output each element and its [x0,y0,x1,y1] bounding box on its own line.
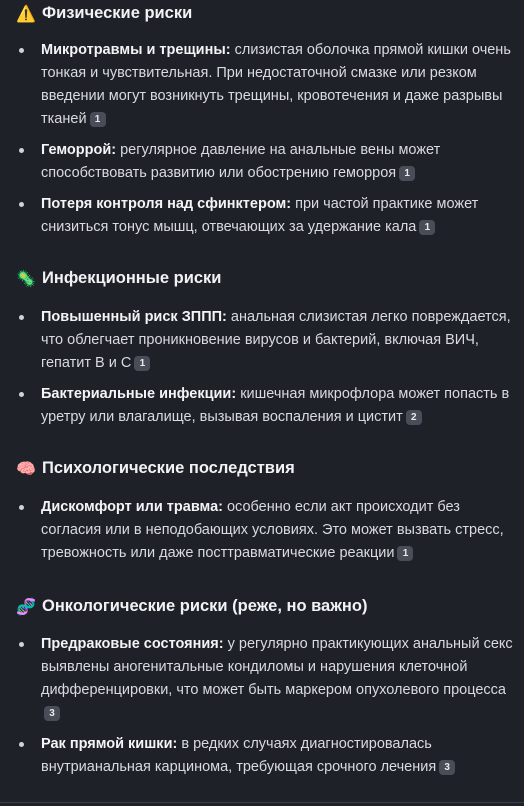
item-text: при частой практике может снизиться тонус мышц, отвечающих за удержание кала [41,196,479,235]
item-text: кишечная микрофлора может попасть в уретру или влагалище, вызывая воспаления и цистит [41,386,510,425]
item-term: Бактериальные инфекции: [41,386,237,402]
section-heading-infection [16,266,221,290]
list-item [16,733,516,779]
item-text: у регулярно практикующих анальный секс выявлены аногенитальные кондиломы и нарушения клеточной дифференцировки, что может быть маркером опухолевого процесса [41,636,513,698]
list-item [16,496,516,565]
warning-icon: ⚠️ [16,3,36,23]
section-heading-physical [16,1,192,25]
infection-risks-list [16,306,516,429]
item-term: Дискомфорт или травма: [41,499,223,515]
item-term: Рак прямой кишки: [41,736,178,752]
list-item [16,633,516,725]
list-item [16,383,516,429]
citation-badge[interactable]: 1 [134,356,150,371]
list-item [16,193,516,239]
list-item [16,39,516,131]
divider [0,802,524,803]
item-term: Потеря контроля над сфинктером: [41,196,292,212]
item-text: слизистая оболочка прямой кишки очень тонкая и чувствительная. При недостаточной смазке или резком введении могут возникнуть трещины, кровотечения и даже разрывы тканей [41,42,511,127]
section-title: Психологические последствия [42,458,295,477]
item-text: особенно если акт происходит без согласия или в неподобающих условиях. Это может вызвать стресс, тревожность или даже посттравматические реакции [41,499,504,561]
psychological-list [16,496,516,565]
section-title: Инфекционные риски [42,268,222,287]
item-text: регулярное давление на анальные вены может способствовать развитию или обострению геморроя [41,142,441,181]
brain-icon: 🧠 [16,458,36,478]
item-term: Повышенный риск ЗППП: [41,309,227,325]
section-title: Онкологические риски (реже, но важно) [42,596,368,615]
section-heading-oncology [16,594,367,618]
section-title: Физические риски [42,3,193,22]
list-item [16,306,516,375]
citation-badge[interactable]: 3 [44,706,60,721]
citation-badge[interactable]: 3 [439,760,455,775]
item-term: Геморрой: [41,142,117,158]
item-text: анальная слизистая легко повреждается, что облегчает проникновение вирусов и бактерий, включая ВИЧ, гепатит B и C [41,309,511,371]
dna-icon: 🧬 [16,596,36,616]
item-text: в редких случаях диагностировалась внутрианальная карцинома, требующая срочного лечения [41,736,437,775]
list-item [16,139,516,185]
citation-badge[interactable]: 1 [397,546,413,561]
item-term: Предраковые состояния: [41,636,224,652]
citation-badge[interactable]: 1 [419,220,435,235]
citation-badge[interactable]: 1 [90,112,106,127]
item-term: Микротравмы и трещины: [41,42,231,58]
oncology-list [16,633,516,779]
citation-badge[interactable]: 2 [406,410,422,425]
section-heading-psychological [16,456,295,480]
citation-badge[interactable]: 1 [399,166,415,181]
physical-risks-list [16,39,516,239]
microbe-icon: 🦠 [16,268,36,288]
